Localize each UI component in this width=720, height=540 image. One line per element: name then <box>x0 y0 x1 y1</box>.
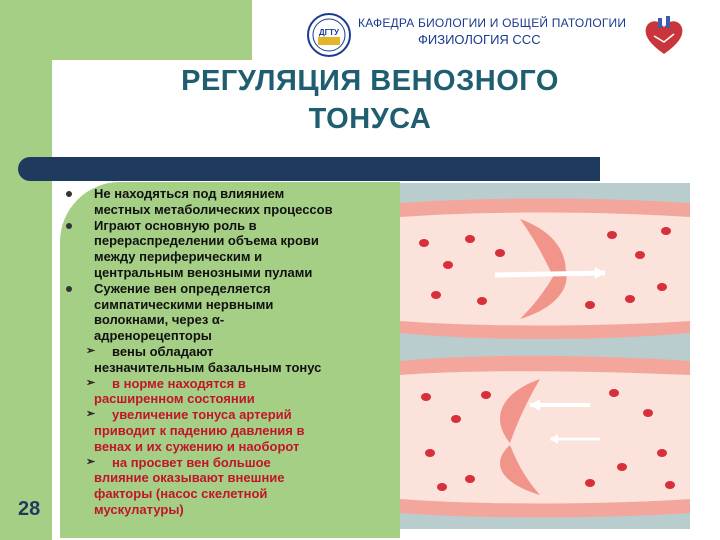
bullet-line: между периферическим и <box>94 249 263 265</box>
title-divider-bar <box>18 157 600 181</box>
title-line-1: РЕГУЛЯЦИЯ ВЕНОЗНОГО <box>181 65 559 97</box>
bullet-line: адренорецепторы <box>94 328 212 344</box>
sub-bullet-item <box>66 376 396 408</box>
sub-bullet-item <box>66 455 396 518</box>
sub-bullet-first-line: на просвет вен большое <box>112 454 271 470</box>
bullet-line: Не находяться под влиянием <box>94 186 285 201</box>
sub-bullet-item <box>66 407 396 454</box>
subject-label: ФИЗИОЛОГИЯ ССС <box>418 32 541 47</box>
title-line-2: ТОНУСА <box>308 103 432 135</box>
bullet-line: Сужение вен определяется <box>94 280 271 296</box>
slide-number: 28 <box>18 498 41 520</box>
sub-bullet-line: приводит к падению давления в <box>94 422 305 438</box>
sub-bullet-first-line: вены обладают <box>112 343 214 359</box>
bullet-line: центральным венозными пулами <box>94 264 313 280</box>
bullet-line: волокнами, через α- <box>94 312 225 328</box>
arrow-bullet-icon: ➢ <box>86 408 96 421</box>
department-label: КАФЕДРА БИОЛОГИИ И ОБЩЕЙ ПАТОЛОГИИ <box>358 16 627 30</box>
bullet-item <box>66 186 396 218</box>
logo-text: ДГТУ <box>318 28 340 37</box>
sub-bullet-line: факторы (насос скелетной <box>94 486 268 502</box>
bullet-line: Играют основную роль в <box>94 217 257 233</box>
bullet-item <box>66 218 396 281</box>
bullet-line: местных метаболических процессов <box>94 201 333 217</box>
slide-content <box>66 186 396 518</box>
heart-icon <box>640 12 688 60</box>
top-green-block <box>0 0 252 60</box>
sub-bullet-first-line: в норме находятся в <box>112 375 246 391</box>
bullet-line: перераспределении объема крови <box>94 233 319 249</box>
vein-valve-illustration <box>400 183 690 529</box>
sub-bullet-line: расширенном состоянии <box>94 391 255 407</box>
bullet-line: симпатическими нервными <box>94 296 274 312</box>
left-green-strip <box>0 0 52 540</box>
bullet-item <box>66 281 396 344</box>
sub-bullet-line: мускулатуры) <box>94 501 184 517</box>
slide-title <box>100 62 640 138</box>
round-bullet-icon <box>66 286 72 292</box>
sub-bullet-first-line: увеличение тонуса артерий <box>112 407 292 423</box>
university-logo-icon <box>306 12 352 58</box>
round-bullet-icon <box>66 223 72 229</box>
sub-bullet-line: влияние оказывают внешние <box>94 470 285 486</box>
sub-bullet-line: венах и их сужению и наоборот <box>94 438 300 454</box>
arrow-bullet-icon: ➢ <box>86 455 96 468</box>
arrow-bullet-icon: ➢ <box>86 344 96 357</box>
sub-bullet-item <box>66 344 396 376</box>
arrow-bullet-icon: ➢ <box>86 376 96 389</box>
round-bullet-icon <box>66 191 72 197</box>
sub-bullet-line: незначительным базальным тонус <box>94 359 322 375</box>
